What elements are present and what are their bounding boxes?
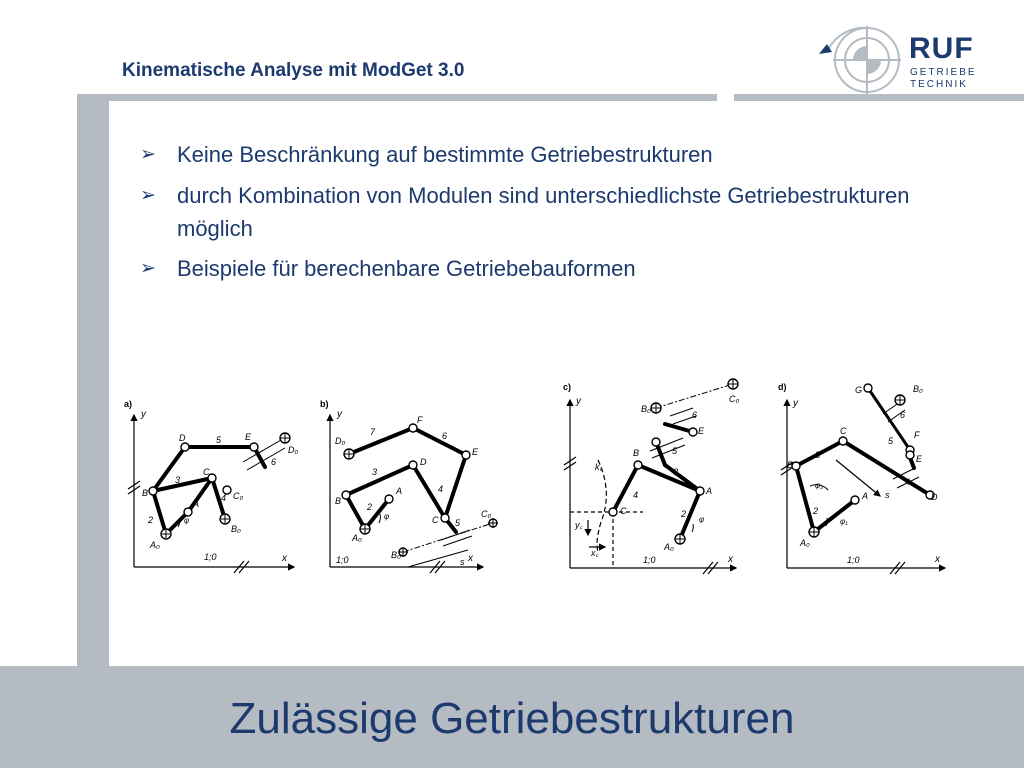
figure-a-point: D₀ [288,445,299,455]
figure-b-point: A₀ [352,533,362,543]
figure-b-point: E [472,447,479,457]
figure-b [318,395,506,580]
figure-a-point: C [203,467,210,477]
figure-a-point: A₀ [150,540,160,550]
figure-c-point: B [633,448,640,458]
figure-d-axis-y: y [793,398,798,409]
figure-d-axis-x: x [935,554,940,565]
figure-b-link: 6 [442,431,448,441]
figure-c-point: A [706,486,713,496]
bullet-item [140,179,920,245]
figure-c-point: C₀ [729,394,740,404]
figure-b-link: 3 [372,467,378,477]
figure-a-phi: φ [184,516,190,525]
figure-c-point: E [698,426,705,436]
figure-c-link: 6 [692,410,698,420]
figure-c-link: 5 [672,446,678,456]
figure-d-link: 2 [813,506,819,516]
figure-b-point: C [432,515,439,525]
header-divider-left [77,94,717,101]
figure-c-link: 2 [681,509,687,519]
figure-d-link: 5 [888,436,894,446]
figure-c-link: 3 [673,467,679,477]
figure-c-point: C [620,506,627,516]
figure-a-point: C₀ [233,491,244,501]
figure-c-point: A₀ [664,542,674,552]
arrow-bullet-icon: ➢ [140,144,156,165]
figure-a [122,395,305,580]
figure-c-axis-x: x [728,554,733,565]
figure-c-link: 4 [633,490,639,500]
figure-a-point: D [179,433,186,443]
figure-d-link: 6 [900,410,906,420]
figure-a-link: 6 [271,457,277,467]
logo-line2: TECHNIK [910,79,968,90]
figure-a-link: 4 [221,493,227,503]
figure-a-point: E [245,432,252,442]
figure-c-point: B₀ [641,404,651,414]
figure-d [770,378,960,580]
figure-d-link: 3 [815,450,821,460]
figure-b-phi: φ [384,512,390,521]
slide-header-title: Kinematische Analyse mit ModGet 3.0 [122,60,465,81]
figure-b-label: b) [320,399,329,409]
figure-a-link: 2 [148,515,154,525]
figure-d-s: s [885,490,890,500]
figure-d-point: A [862,491,869,501]
figure-b-link: 7 [370,427,376,437]
figure-b-point: D₀ [335,436,346,446]
crosshair-circle-arrow-icon [819,26,901,94]
figure-c-label: c) [563,382,572,392]
figure-a-scale: 1;0 [204,552,217,562]
figure-a-axis-y: y [141,409,146,420]
figure-d-point: A₀ [800,538,810,548]
figure-b-axis-y: y [337,409,342,420]
figure-a-point: B₀ [231,524,241,534]
arrow-bullet-icon: ➢ [140,258,156,279]
figure-b-point: A [396,486,403,496]
figure-a-link: 5 [216,435,222,445]
figure-b-point: B [335,496,342,506]
figure-a-link: 3 [175,475,181,485]
bullet-text: durch Kombination von Modulen sind unterschiedlichste Getriebestrukturen möglich [177,183,910,241]
figure-d-point: B [787,460,794,470]
figure-b-axis-x: x [468,553,473,564]
figure-b-link: 5 [455,518,461,528]
bullet-list [140,138,920,293]
figure-b-s: s [460,557,465,567]
figure-d-scale: 1;0 [847,555,860,565]
figure-d-point: B₀ [913,384,923,394]
figure-d-phi2: φ₂ [815,481,824,490]
bullet-text: Beispiele für berechenbare Getriebebauformen [177,256,636,281]
figure-d-point: D [931,492,938,502]
figure-b-link: 2 [367,502,373,512]
figure-c-phi: φ [699,515,705,524]
figure-a-point: B [142,488,149,498]
figure-c-point: k꜀ [595,462,603,472]
figure-c [553,372,753,580]
ruf-logo [815,22,980,96]
bullet-item [140,252,920,286]
figure-c-axis-y: y [576,396,581,407]
figure-b-point: B₀ [391,550,401,560]
figure-b-point: C₀ [481,509,492,519]
logo-brand: RUF [909,32,974,65]
side-bar [77,94,109,667]
figure-d-point: C [840,426,847,436]
bullet-text: Keine Beschränkung auf bestimmte Getriebestrukturen [177,142,713,167]
figure-c-scale: 1;0 [643,555,656,565]
figure-b-point: F [417,415,423,425]
figure-b-scale: 1;0 [336,555,349,565]
figure-d-phi1: φ₁ [840,517,848,526]
footer-title: Zulässige Getriebestrukturen [229,694,795,743]
logo-line1: GETRIEBE [910,67,977,78]
figure-d-point: E [916,454,923,464]
figure-b-link: 4 [438,484,444,494]
figure-d-point: G [855,385,863,395]
figure-d-point: F [914,430,920,440]
figure-a-axis-x: x [282,553,287,564]
figure-c-point: x꜀ [591,548,599,558]
bullet-item [140,138,920,172]
figure-d-label: d) [778,382,787,392]
figure-a-point: A [193,499,200,509]
figure-a-label: a) [124,399,133,409]
figure-b-point: D [420,457,427,467]
arrow-bullet-icon: ➢ [140,185,156,206]
figure-c-point: y꜀ [575,520,583,530]
figure-d-link: 4 [905,477,911,487]
